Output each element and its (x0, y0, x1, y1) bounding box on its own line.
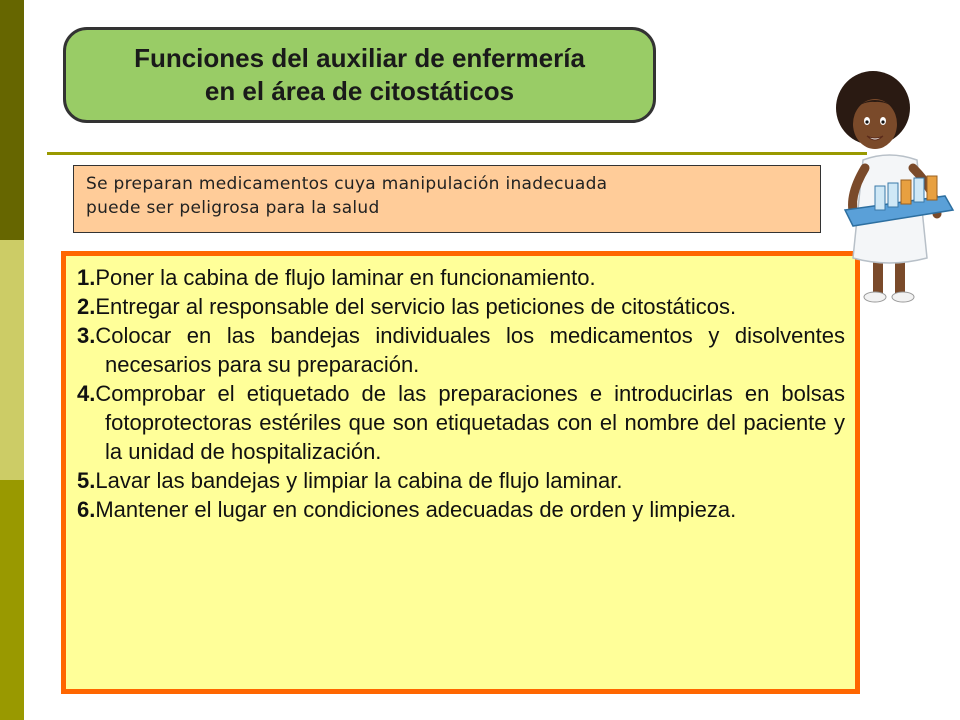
nurse-shoe-left (864, 292, 886, 302)
tray-vial (888, 183, 898, 207)
function-text: Poner la cabina de flujo laminar en funcionamiento. (95, 265, 596, 290)
function-text: Entregar al responsable del servicio las peticiones de citostáticos. (95, 294, 737, 319)
functions-list (77, 263, 845, 524)
function-number: 4. (77, 381, 96, 406)
title-divider (47, 152, 867, 155)
tray-vial (927, 176, 937, 200)
function-item (77, 321, 845, 379)
slide-title-box (63, 27, 656, 123)
nurse-pupil-left (865, 120, 868, 123)
function-number: 3. (77, 323, 96, 348)
functions-box (61, 251, 860, 694)
slide-title (134, 42, 585, 108)
tray-vial (914, 178, 924, 202)
tray-vial (901, 180, 911, 204)
function-number: 2. (77, 294, 96, 319)
function-item (77, 292, 845, 321)
subtitle-line: Se preparan medicamentos cuya manipulación inadecuada (86, 174, 608, 194)
function-number: 6. (77, 497, 96, 522)
function-item (77, 466, 845, 495)
function-number: 1. (77, 265, 96, 290)
function-text: Mantener el lugar en condiciones adecuadas de orden y limpieza. (95, 497, 737, 522)
nurse-face (853, 99, 897, 149)
nurse-shoe-right (892, 292, 914, 302)
subtitle-line: puede ser peligrosa para la salud (86, 198, 380, 218)
slide-title-line: en el área de citostáticos (204, 76, 515, 106)
function-text: Colocar en las bandejas individuales los medicamentos y disolventes necesarios para su preparación. (95, 323, 845, 377)
function-item (77, 263, 845, 292)
function-text: Lavar las bandejas y limpiar la cabina de flujo laminar. (95, 468, 623, 493)
function-text: Comprobar el etiquetado de las preparaciones e introducirlas en bolsas fotoprotectoras estériles que son etiquetadas con el nombre del paciente y la unidad de hospitalización. (95, 381, 845, 464)
function-item (77, 379, 845, 466)
slide-title-line: Funciones del auxiliar de enfermería (134, 43, 585, 73)
subtitle-box (73, 165, 821, 233)
function-number: 5. (77, 468, 96, 493)
sidebar-segment-middle (0, 240, 24, 480)
sidebar-segment-top (0, 0, 24, 240)
function-item (77, 495, 845, 524)
nurse-pupil-right (881, 120, 884, 123)
subtitle (86, 172, 808, 220)
nurse-with-tray-icon (825, 68, 960, 308)
sidebar-segment-bottom (0, 480, 24, 720)
tray-vial (875, 186, 885, 210)
